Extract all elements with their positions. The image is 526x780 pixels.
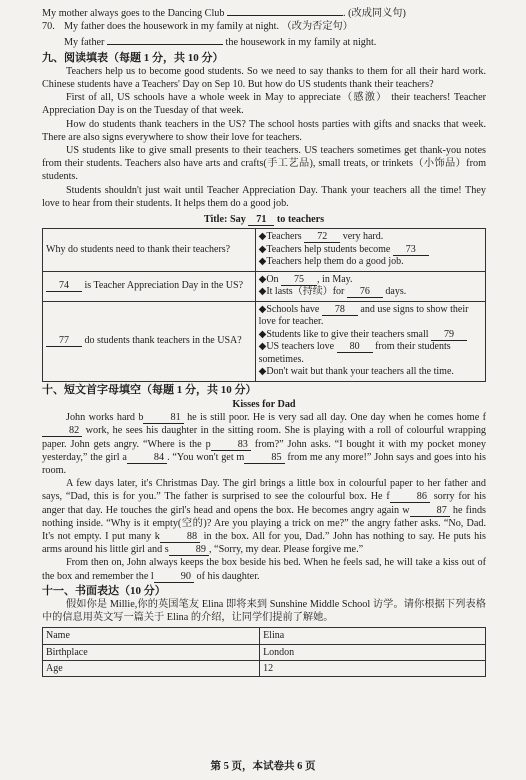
table-row bbox=[43, 301, 486, 381]
q69-line: My mother always goes to the Dancing Club . (改成同义句) bbox=[42, 4, 486, 20]
table-title: Title: Say 71 to teachers bbox=[203, 214, 325, 226]
info-table bbox=[42, 627, 486, 677]
passage-title: Kisses for Dad bbox=[232, 398, 296, 410]
reading-paragraph: Teachers help us to become good students. So we need to say thanks to them for all their hard work. Chinese students have a Teachers' Day on Sep 10. But how do US students thank their teachers? bbox=[42, 65, 486, 91]
reading-paragraph: Students shouldn't just wait until Teacher Appreciation Day. Thank your teachers all the time! They love to hear from their students. It helps them do a good job. bbox=[42, 184, 486, 209]
table-row: Age 12 bbox=[43, 660, 486, 676]
cloze-paragraph: From then on, John always keeps the box beside his bed. When he feels sad, he will take a kiss out of the box and remember the l 90 of his daughter. bbox=[42, 557, 486, 582]
answer-blank: 71 bbox=[248, 214, 274, 226]
answer-blank bbox=[227, 4, 343, 16]
section-10-heading: 十、短文首字母填空（每题 1 分，共 10 分） bbox=[42, 383, 257, 396]
table-row: Name Elina bbox=[43, 628, 486, 644]
page-footer: 第 5 页，本试卷共 6 页 bbox=[210, 761, 316, 772]
reading-table bbox=[42, 228, 486, 382]
table-row: Birthplace London bbox=[43, 644, 486, 660]
section-11-heading: 十一、书面表达（10 分） bbox=[42, 584, 166, 597]
table-answer-cell: ◆Schools have 78 and use signs to show their love for teacher. ◆Students like to give their teachers small 79 ◆US teachers love 80 from their students sometimes. ◆Don't wait but thank your teachers all the time. bbox=[255, 301, 485, 381]
q70-answer-line: My father the housework in my family at night. bbox=[42, 33, 486, 49]
table-question: 74 is Teacher Appreciation Day in the US? bbox=[43, 271, 256, 301]
answer-blank bbox=[107, 33, 223, 45]
reading-paragraph: How do students thank teachers in the US? The school hosts parties with gifts and snacks that week. There are also signs everywhere to show their love for teachers. bbox=[42, 118, 486, 143]
cloze-paragraph: A few days later, it's Christmas Day. The girl brings a little box in colourful paper to her father and says, “Dad, this is for you.” The father is surprised to see the colourful box. He f 86 sorry for his anger that day. He touches the girl's head and opens the box. He becomes angry again w 87 he finds nothing inside. “Why is it empty(空的)? Are you playing a trick on me?” the angry father asks. “No, Dad. It's not empty. I put many k 88 in the box. All for you, Dad.” John has nothing to say. He puts his arms around his little girl and s 89 , “Sorry, my dear. Please forgive me.” bbox=[42, 478, 487, 556]
reading-paragraph: US students like to give small presents to their teachers. US teachers sometimes get thank-you notes from their students. Teachers also have arts and crafts(手工艺品), small treats, or trinkets（小饰品）from students. bbox=[42, 145, 486, 183]
table-row bbox=[43, 271, 486, 301]
table-question: 77 do students thank teachers in the USA? bbox=[43, 301, 256, 381]
section-9-heading: 九、阅读填表（每题 1 分，共 10 分） bbox=[42, 51, 224, 64]
table-answer-cell: ◆Teachers 72 very hard. ◆Teachers help students become 73 ◆Teachers help them do a good job. bbox=[255, 229, 485, 272]
reading-paragraph: First of all, US schools have a whole week in May to appreciate（感激） their teachers! Teacher Appreciation Day is on the Tuesday of that week. bbox=[42, 92, 486, 117]
cloze-paragraph: John works hard b 81 he is still poor. He is very sad all day. One day when he comes home f82 work, he sees his daughter in the sitting room. She is playing with a roll of colourful wrapping paper. John gets angry. “Where is the p 83 from?” John asks. “I bought it with my pocket money yesterday,” the girl a 84 . “You won't get m 85 from me any more!” John says and goes into his room. bbox=[42, 412, 487, 476]
table-question: Why do students need to thank their teachers? bbox=[43, 229, 256, 272]
q70-line: 70. My father does the housework in my family at night. （改为否定句） bbox=[42, 21, 353, 33]
table-row bbox=[43, 229, 486, 272]
table-answer-cell: ◆On 75 , in May. ◆It lasts（持续）for 76 days. bbox=[255, 271, 485, 301]
writing-prompt: 假如你是 Millie,你的英国笔友 Elina 即将来到 Sunshine Middle School 访学。请你根据下列表格中的信息用英文写一篇关于 Elina 的介绍，让同学们提前了解她。 bbox=[42, 599, 486, 624]
